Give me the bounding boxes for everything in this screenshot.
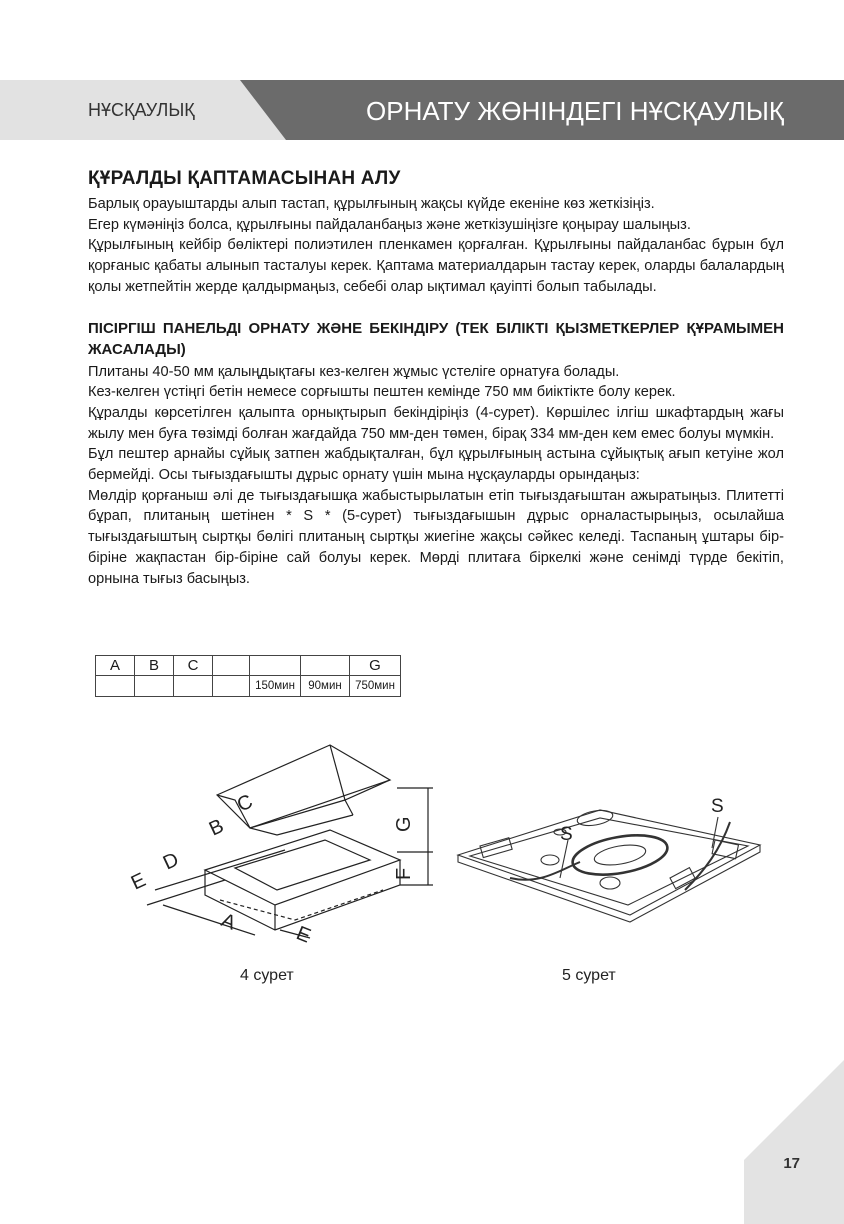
table-header-row (96, 656, 401, 676)
table-cell (96, 676, 135, 697)
leader-line (560, 840, 568, 878)
figure-label: B (205, 814, 228, 841)
hob-side (458, 845, 760, 922)
figure-5-hob-underside (450, 790, 780, 930)
paragraph: Бұл пештер арнайы сұйық затпен жабдықталған, бұл құрылғының астына сұйықтық ағып кетуіне жол бермейді. Осы тығыздағышты дұрыс орнату үшін мына нұсқауларды орындаңыз: (88, 446, 784, 484)
main-content (88, 168, 784, 589)
page-number: 17 (783, 1155, 800, 1172)
figure-label: D (159, 848, 183, 875)
figure-label: G (393, 816, 415, 832)
clip (712, 840, 738, 859)
figure-label: A (218, 909, 239, 935)
dimension-line-a (163, 905, 255, 935)
seal-strip (510, 822, 730, 890)
figure-5-caption: 5 сурет (562, 967, 616, 984)
paragraph: Құралды көрсетілген қалыпта орнықтырып бекіндіріңіз (4-сурет). Көршілес ілгіш шкафтардың жағы жылу мен буға төзімді болған жағдайда 750 мм-ден төмен, бірақ 334 мм-ден кем емес болуы мүмкін. (88, 404, 784, 442)
paragraph: Барлық орауыштарды алып тастап, құрылғының жақсы күйде екеніне көз жеткізіңіз. (88, 196, 655, 212)
hood-base (250, 815, 353, 835)
counter-hidden-edge (220, 890, 383, 920)
paragraph: Мөлдір қорғаныш әлі де тығыздағышқа жабыстырылатын етіп тығыздағыштан ажыратыңыз. Плитетті бұрап, плитаның шетінен * S * (5-сурет) тығыздағышын дұрыс орналастырыңыз, осылайша тығыздағыштың сыртқы бөлігі плитаның сыртқы жиегіне жақсы сәйкес келеді. Таспаның ұштары бір-біріне жақпастан бір-біріне сай болуы керек. Мөрді плитаға біркелкі және сенімді түрде бекітіп, орнына тығыз басыңыз. (88, 487, 784, 587)
clip (480, 838, 512, 858)
seal-label: S (560, 824, 573, 845)
cooking-zone (570, 829, 671, 881)
figure-label: F (393, 867, 415, 880)
figure-label: C (233, 790, 257, 817)
section-unpacking-title: ҚҰРАЛДЫ ҚАПТАМАСЫНАН АЛУ (88, 168, 401, 189)
table-header-cell: C (174, 656, 213, 676)
figure-label: E (293, 922, 314, 948)
mounting-slot (576, 808, 614, 828)
cooking-zone-inner (593, 842, 647, 869)
hood-edge (250, 800, 345, 828)
dimensions-table (95, 655, 401, 697)
hob-inner-edge (470, 818, 748, 905)
header-left-label: НҰСҚАУЛЫҚ (88, 100, 195, 120)
paragraph: Егер күмәніңіз болса, құрылғыны пайдаланбаңыз және жеткізушіңізге қоңырау шалыңыз. (88, 216, 691, 233)
table-cell (213, 676, 250, 697)
hood-edge (345, 800, 353, 815)
page-corner-decoration (744, 1060, 844, 1224)
table-cell: 750мин (350, 676, 401, 697)
table-header-cell (301, 656, 350, 676)
table-row (96, 676, 401, 697)
table-header-cell (213, 656, 250, 676)
figure-label: E (127, 868, 150, 895)
table-header-cell (250, 656, 301, 676)
figure-4-caption: 4 сурет (240, 967, 294, 984)
section-installation-title: ПІСІРГІШ ПАНЕЛЬДІ ОРНАТУ ЖӘНЕ БЕКІНДІРУ (ТЕК БІЛІКТІ ҚЫЗМЕТКЕРЛЕР ҚҰРАМЫМЕН ЖАСАЛАДЫ) (88, 319, 784, 358)
header-title: ОРНАТУ ЖӨНІНДЕГІ НҰСҚАУЛЫҚ (366, 96, 784, 126)
seal-label: S (711, 796, 724, 817)
mounting-hole (600, 877, 620, 889)
table-cell (174, 676, 213, 697)
mounting-hole (541, 855, 559, 865)
table-header-cell: B (135, 656, 174, 676)
paragraph: Құрылғының кейбір бөліктері полиэтилен пленкамен қорғалған. Құрылғыны пайдаланбас бұрын бұл қорғаныс қабаты алынып тасталуы керек. Қаптама материалдарын тастау керек, оларды балалардың қолы жетпейтін жерде қалдырмаңыз, себебі олар ықтимал қауіпті болып табылады. (88, 237, 784, 295)
dimension-line-d (147, 880, 225, 905)
cutout-inner (235, 840, 370, 890)
table-cell (135, 676, 174, 697)
table-cell: 150мин (250, 676, 301, 697)
table-cell: 90мин (301, 676, 350, 697)
paragraph: Плитаны 40-50 мм қалыңдықтағы кез-келген жұмыс үстеліге орнатуға болады. (88, 363, 620, 380)
table-header-cell: G (350, 656, 401, 676)
figure-4-installation-diagram (125, 740, 445, 950)
table-header-cell: A (96, 656, 135, 676)
leader-line (712, 817, 718, 848)
paragraph: Кез-келген үстіңгі бетін немесе сорғышты пештен кемінде 750 мм биіктікте болу керек. (88, 384, 676, 401)
hood-edge (330, 745, 390, 800)
